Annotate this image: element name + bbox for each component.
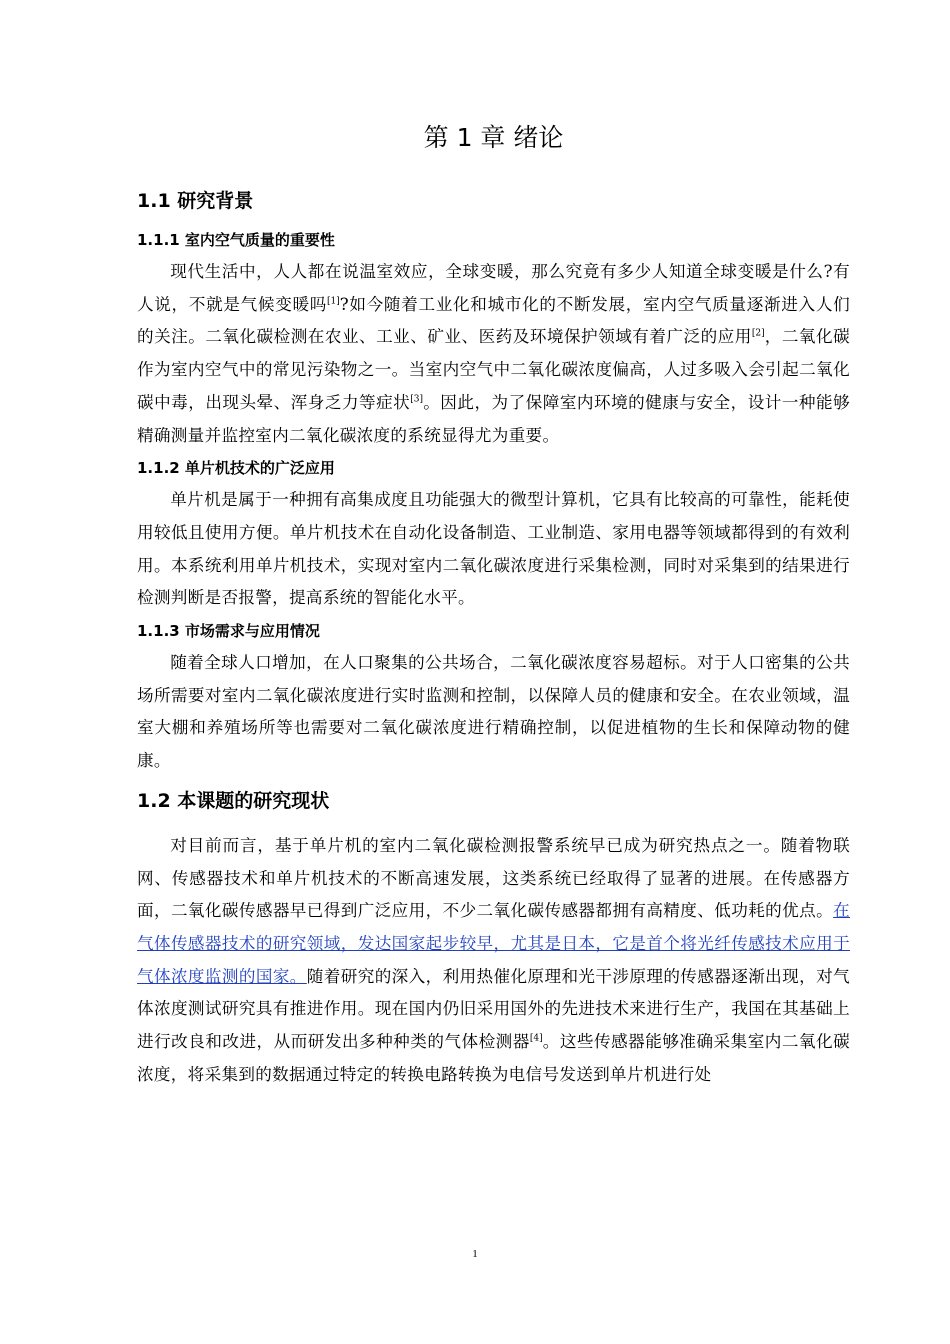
text-run: 。因此，为了保障室内环境的健康与安全，设计一种能够精确测量并监控室内二氧化碳浓度的系统显得尤为重要。 <box>137 392 850 445</box>
text-run: 。这些传感器能够准确采集室内二氧化碳浓度，将采集到的数据通过特定的转换电路转换为电信号发送到单片机进行处 <box>137 1032 850 1084</box>
citation-4[interactable]: [4] <box>529 1033 543 1044</box>
citation-2[interactable]: [2] <box>751 328 765 339</box>
paragraph-market-demand: 随着全球人口增加，在人口聚集的公共场合，二氧化碳浓度容易超标。对于人口密集的公共场所需要对室内二氧化碳浓度进行实时监测和控制，以保障人员的健康和安全。在农业领域，温室大棚和养殖场所等也需要对二氧化碳浓度进行精确控制，以促进植物的生长和保障动物的健康。 <box>137 653 850 771</box>
text-run: ，二氧化碳作为室内空气中的常见污染物之一。当室内空气中二氧化碳浓度偏高，人过多吸入会引起二氧化碳中毒，出现头晕、浑身乏力等症状 <box>137 327 850 412</box>
page-content <box>137 118 850 1091</box>
text-run: 现代生活中，人人都在说温室效应，全球变暖，那么究竟有多少人知道全球变暖是什么?有人说，不就是气候变暖吗 <box>137 262 850 314</box>
chapter-title: 第 1 章 绪论 <box>423 123 564 152</box>
citation-3[interactable]: [3] <box>410 394 424 405</box>
subsection-heading-1-1-3: 1.1.3 市场需求与应用情况 <box>137 622 320 641</box>
text-run: ?如今随着工业化和城市化的不断发展，室内空气质量逐渐进入人们的关注。二氧化碳检测在农业、工业、矿业、医药及环境保护领域有着广泛的应用 <box>137 294 850 347</box>
page-number: 1 <box>472 1248 478 1260</box>
citation-1[interactable]: [1] <box>327 296 340 307</box>
subsection-heading-1-1-2: 1.1.2 单片机技术的广泛应用 <box>137 459 335 478</box>
text-run: 对目前而言，基于单片机的室内二氧化碳检测报警系统早已成为研究热点之一。随着物联网、传感器技术和单片机技术的不断高速发展，这类系统已经取得了显著的进展。在传感器方面，二氧化碳传感器早已得到广泛应用，不少二氧化碳传感器都拥有高精度、低功耗的优点。 <box>137 835 850 921</box>
paragraph-research-status <box>137 830 850 1092</box>
subsection-heading-1-1-1: 1.1.1 室内空气质量的重要性 <box>137 231 335 249</box>
section-heading-1-1: 1.1 研究背景 <box>137 190 254 212</box>
paragraph-indoor-air-quality <box>137 256 850 452</box>
hyperlink-text[interactable]: 在气体传感器技术的研究领域，发达国家起步较早，尤其是日本，它是首个将光纤传感技术应用于气体浓度监测的国家。 <box>137 901 850 986</box>
paragraph-mcu-application: 单片机是属于一种拥有高集成度且功能强大的微型计算机，它具有比较高的可靠性，能耗使用较低且使用方便。单片机技术在自动化设备制造、工业制造、家用电器等领域都得到的有效利用。本系统利用单片机技术，实现对室内二氧化碳浓度进行采集检测，同时对采集到的结果进行检测判断是否报警，提高系统的智能化水平。 <box>137 490 850 608</box>
text-run: 随着研究的深入，利用热催化原理和光干涉原理的传感器逐渐出现，对气体浓度测试研究具有推进作用。现在国内仍旧采用国外的先进技术来进行生产，我国在其基础上进行改良和改进，从而研发出多种种类的气体检测器 <box>137 966 850 1052</box>
section-heading-1-2: 1.2 本课题的研究现状 <box>137 789 330 812</box>
